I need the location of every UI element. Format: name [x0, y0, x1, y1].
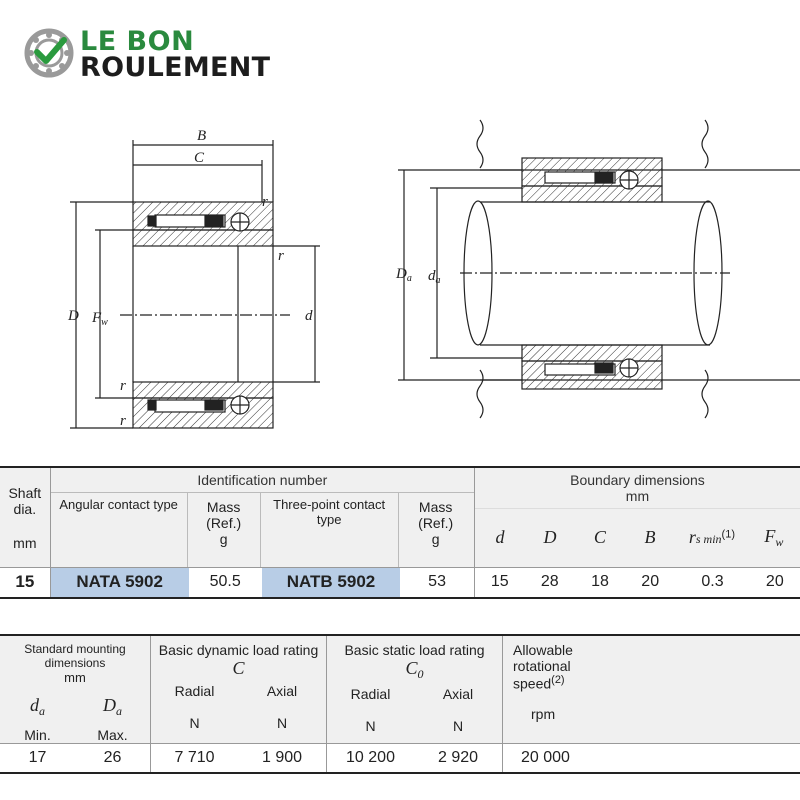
- label-B: B: [197, 128, 207, 144]
- mass1-value: 50.5: [209, 573, 241, 591]
- load-rating-table: Standard mounting dimensions mm $d_a$ $D_a$ Min. Max. Basic dynamic load rating C Radial Axial N N Basic static load rating $C_0$ Radial Axial N N Allowable rotational speed$^{(2)}$ rpm 17 26 7 710 1 900 10 200 2 920 20 000: [0, 634, 800, 774]
- label-da: $d_a$: [428, 268, 441, 286]
- static-axial-label: Axial: [442, 685, 474, 702]
- col-Fw: $F_w$: [764, 525, 784, 549]
- label-C: C: [194, 150, 205, 166]
- mounting-unit: mm: [64, 670, 86, 685]
- col-C: C: [593, 527, 606, 547]
- three-point-part-number[interactable]: NATB 5902: [262, 568, 400, 598]
- C-value: 18: [591, 573, 609, 591]
- c0-axial-value: 2 920: [437, 749, 479, 767]
- boundary-unit: mm: [625, 488, 650, 504]
- label-Fw: $F_w$: [92, 310, 108, 328]
- boundary-header: Boundary dimensions: [570, 472, 705, 488]
- label-r: r: [262, 194, 268, 210]
- mass-header-2: Mass (Ref.) g: [418, 499, 454, 547]
- speed-unit: rpm: [531, 705, 556, 722]
- brand-line1: LE BON: [80, 26, 195, 57]
- D-value: 28: [540, 573, 559, 591]
- label-Da: $D_a$: [396, 266, 412, 284]
- dynamic-axial-label: Axial: [266, 683, 298, 699]
- speed-value: 20 000: [521, 749, 570, 767]
- col-B: B: [644, 527, 656, 547]
- da-min-value: 17: [28, 749, 47, 767]
- label-d: d: [305, 308, 313, 324]
- dynamic-radial-label: Radial: [174, 683, 215, 699]
- check-bearing-logo-icon: [24, 28, 74, 78]
- label-D: D: [68, 308, 79, 324]
- Fw-value: 20: [765, 573, 784, 591]
- col-rs: rs $\min^{(1)}$: [688, 527, 735, 547]
- dynamic-header: Basic dynamic load rating: [158, 642, 319, 658]
- c-radial-value: 7 710: [174, 749, 215, 767]
- three-point-header: Three-point contact type: [261, 493, 399, 567]
- Da-header: $D_a$: [103, 695, 122, 718]
- c-axial-value: 1 900: [261, 749, 303, 767]
- min-label: Min.: [24, 726, 51, 743]
- shaft-header: Shaft dia. mm: [0, 467, 50, 568]
- identification-table: [0, 466, 800, 599]
- mounting-header: Standard mounting dimensions: [24, 642, 126, 670]
- static-symbol: $C_0$: [405, 658, 424, 681]
- da-header: $d_a$: [30, 695, 45, 718]
- mass-header: Mass (Ref.) g: [188, 493, 261, 567]
- max-label: Max.: [97, 726, 128, 743]
- c0-radial-value: 10 200: [346, 749, 395, 767]
- static-header: Basic static load rating: [344, 642, 485, 658]
- Da-max-value: 26: [103, 749, 122, 767]
- bearing-technical-drawing: [0, 100, 800, 440]
- rs-value: 0.3: [701, 573, 724, 591]
- B-value: 20: [641, 573, 660, 591]
- col-D: D: [543, 527, 557, 547]
- shaft-value: 15: [0, 568, 50, 598]
- mass2-value: 53: [400, 568, 474, 598]
- housing-bearing-bottom: [522, 345, 662, 361]
- svg-text:r: r: [278, 248, 284, 264]
- d-value: 15: [490, 573, 509, 591]
- angular-header: Angular contact type: [51, 493, 188, 567]
- static-radial-label: Radial: [350, 685, 391, 702]
- dynamic-symbol: C: [232, 658, 245, 678]
- brand-line2: ROULEMENT: [80, 52, 271, 83]
- inner-ring-bottom: [133, 382, 273, 398]
- svg-text:r: r: [120, 378, 126, 394]
- inner-ring-top: [133, 230, 273, 246]
- angular-part-number[interactable]: NATA 5902: [50, 568, 188, 598]
- col-d: d: [495, 527, 505, 547]
- svg-text:r: r: [120, 413, 126, 429]
- identification-header: Identification number: [197, 472, 328, 488]
- speed-header: Allowable rotational speed$^{(2)}$ rpm: [503, 635, 800, 743]
